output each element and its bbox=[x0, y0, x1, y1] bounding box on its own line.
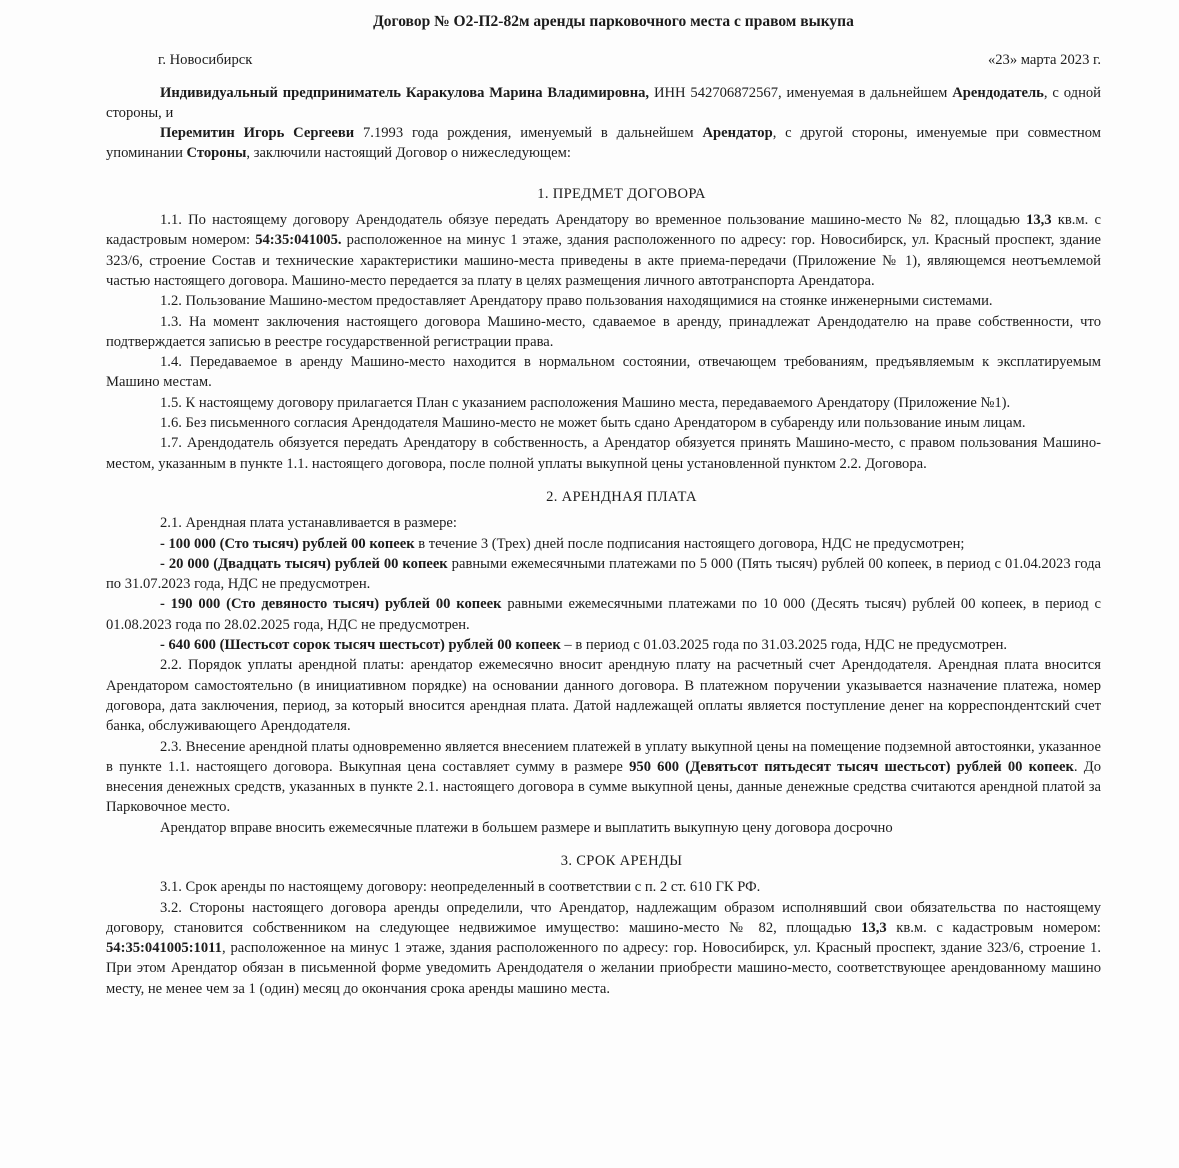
clause-2-3-note: Арендатор вправе вносить ежемесячные платежи в большем размере и выплатить выкупную цену договора досрочно bbox=[160, 819, 893, 836]
clause-2-1: 2.1. Арендная плата устанавливается в размере: bbox=[160, 515, 457, 532]
clause-1-4: 1.4. Передаваемое в аренду Машино-место находится в нормальном состоянии, отвечающем требованиям, предъявляемым к эксплатируемым Машино местам. bbox=[106, 354, 1101, 391]
clause-1-2: 1.2. Пользование Машино-местом предоставляет Арендатору право пользования находящимися на стоянке инженерными системами. bbox=[160, 293, 993, 310]
section-3-heading: 3. СРОК АРЕНДЫ bbox=[560, 852, 683, 869]
section-1-heading: 1. ПРЕДМЕТ ДОГОВОРА bbox=[537, 185, 706, 202]
payment-item-2: - 20 000 (Двадцать тысяч) рублей 00 копеек равными ежемесячными платежами по 5 000 (Пять тысяч) рублей 00 копеек, в период с 01.04.2023 года по 31.07.2023 года, НДС не предусмотрен. bbox=[106, 555, 1101, 593]
place-date-line bbox=[106, 50, 1101, 70]
clause-1-5: 1.5. К настоящему договору прилагается План с указанием расположения Машино места, передаваемого Арендатору (Приложение №1). bbox=[160, 394, 1011, 411]
clause-3-2: 3.2. Стороны настоящего договора аренды определили, что Арендатор, надлежащим образом исполнявший свои обязательства по настоящему договору, становится собственником на следующее недвижимое имущество: машино-место № 82, площадью 13,3 кв.м. с кадастровым номером: 54:35:041005:1011, расположенное на минус 1 этаже, здания расположенного по адресу: гор. Новосибирск, ул. Красный проспект, здание 323/6, строение 1. При этом Арендатор обязан в письменной форме уведомить Арендодателя о желании приобрести машино-место, соответствующее арендованному машино месту, не менее чем за 1 (один) месяц до окончания срока аренды машино места. bbox=[106, 899, 1101, 997]
payment-item-1: - 100 000 (Сто тысяч) рублей 00 копеек в течение 3 (Трех) дней после подписания настоящего договора, НДС не предусмотрен; bbox=[160, 535, 965, 552]
contract-date: «23» марта 2023 г. bbox=[987, 52, 1101, 69]
document-title: Договор № О2-П2-82м аренды парковочного места с правом выкупа bbox=[373, 13, 854, 30]
city: г. Новосибирск bbox=[158, 52, 253, 69]
party-lessee: Перемитин Игорь Сергееви 7.1993 года рождения, именуемый в дальнейшем Арендатор, с другой стороны, именуемые при совместном упоминании Стороны, заключили настоящий Договор о нижеследующем: bbox=[106, 125, 1101, 162]
clause-1-7: 1.7. Арендодатель обязуется передать Арендатору в собственность, а Арендатор обязуется принять Машино-место, с правом пользования Машино-местом, указанным в пункте 1.1. настоящего договора, после полной уплаты выкупной цены установленной пунктом 2.2. Договора. bbox=[106, 435, 1101, 472]
clause-2-3: 2.3. Внесение арендной платы одновременно является внесением платежей в уплату выкупной цены на помещение подземной автостоянки, указанное в пункте 1.1. настоящего договора. Выкупная цена составляет сумму в размере 950 600 (Девятьсот пятьдесят тысяч шестьсот) рублей 00 копеек. До внесения денежных средств, указанных в пункте 2.1. настоящего договора в сумме выкупной цены, данные денежные средства считаются арендной платой за Парковочное место. bbox=[106, 738, 1101, 816]
clause-3-1: 3.1. Срок аренды по настоящему договору: неопределенный в соответствии с п. 2 ст. 610 ГК РФ. bbox=[160, 879, 761, 896]
section-2-heading: 2. АРЕНДНАЯ ПЛАТА bbox=[546, 488, 697, 505]
clause-1-6: 1.6. Без письменного согласия Арендодателя Машино-место не может быть сдано Арендатором в субаренду или пользование иным лицам. bbox=[160, 415, 1026, 432]
clause-2-2: 2.2. Порядок уплаты арендной платы: арендатор ежемесячно вносит арендную плату на расчетный счет Арендодателя. Арендная плата вносится Арендатором самостоятельно (в инициативном порядке) на основании данного договора. В платежном поручении указывается назначение платежа, номер договора, дата заключения, период, за который вносится арендная плата. Датой надлежащей оплаты является поступление денег на корреспондентский счет банка, обслуживающего Арендодателя. bbox=[106, 657, 1101, 735]
party-lessor: Индивидуальный предприниматель Каракулова Марина Владимировна, ИНН 542706872567, именуемая в дальнейшем Арендодатель, с одной стороны, и bbox=[106, 84, 1101, 121]
clause-1-3: 1.3. На момент заключения настоящего договора Машино-место, сдаваемое в аренду, принадлежат Арендодателю на праве собственности, что подтверждается записью в реестре государственной регистрации права. bbox=[106, 313, 1101, 350]
clause-1-1: 1.1. По настоящему договору Арендодатель обязуе передать Арендатору во временное пользование машино-место № 82, площадью 13,3 кв.м. с кадастровым номером: 54:35:041005. расположенное на минус 1 этаже, здания расположенного по адресу: гор. Новосибирск, ул. Красный проспект, здание 323/6, строение Состав и технические характеристики машино-места приведены в акте приема-передачи (Приложение № 1), являющемся неотъемлемой частью настоящего договора. Машино-место передается за плату в целях размещения личного автотранспорта Арендатора. bbox=[106, 212, 1101, 289]
payment-item-3: - 190 000 (Сто девяносто тысяч) рублей 00 копеек равными ежемесячными платежами по 10 000 (Десять тысяч) рублей 00 копеек, в период с 01.08.2023 года по 28.02.2025 года, НДС не предусмотрен. bbox=[106, 596, 1101, 633]
payment-item-4: - 640 600 (Шестьсот сорок тысяч шестьсот) рублей 00 копеек – в период с 01.03.2025 года по 31.03.2025 года, НДС не предусмотрен. bbox=[160, 637, 1008, 654]
